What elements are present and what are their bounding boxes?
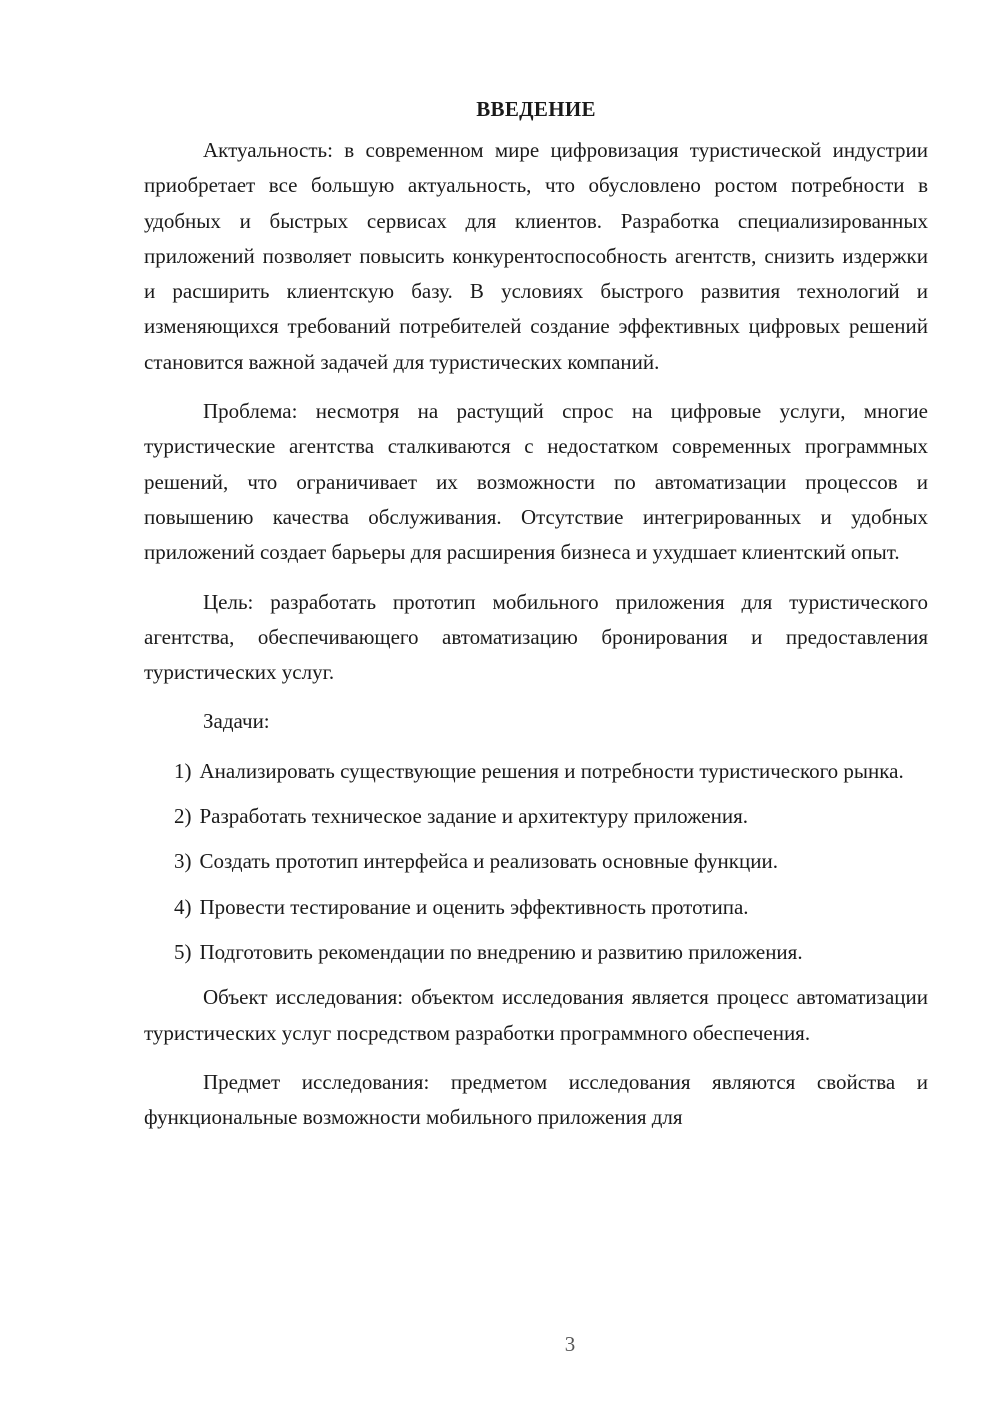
list-item-text: Подготовить рекомендации по внедрению и развитию приложения. bbox=[199, 939, 803, 964]
paragraph-problem: Проблема: несмотря на растущий спрос на цифровые услуги, многие туристические агентства сталкиваются с недостатком современных программных решений, что ограничивает их возможности по автоматизации процессов и повышению качества обслуживания. Отсутствие интегрированных и удобных приложений создает барьеры для расширения бизнеса и ухудшает клиентский опыт. bbox=[144, 399, 928, 565]
list-item-text: Провести тестирование и оценить эффективность прототипа. bbox=[199, 894, 749, 919]
task-list bbox=[144, 754, 928, 970]
section-heading: ВВЕДЕНИЕ bbox=[476, 97, 596, 121]
paragraph-tasks-label: Задачи: bbox=[203, 709, 270, 734]
paragraph-object: Объект исследования: объектом исследования является процесс автоматизации туристических услуг посредством разработки программного обеспечения. bbox=[144, 985, 928, 1045]
list-item-text: Создать прототип интерфейса и реализовать основные функции. bbox=[199, 849, 778, 874]
list-item-text: Анализировать существующие решения и потребности туристического рынка. bbox=[199, 758, 904, 783]
list-item-text: Разработать техническое задание и архитектуру приложения. bbox=[199, 804, 749, 829]
paragraph-subject: Предмет исследования: предметом исследования являются свойства и функциональные возможности мобильного приложения для bbox=[144, 1069, 928, 1130]
list-item-number: 2) bbox=[174, 804, 192, 829]
document-body bbox=[144, 92, 928, 1135]
list-item-number: 1) bbox=[174, 758, 192, 783]
list-item-number: 3) bbox=[174, 849, 192, 874]
list-item bbox=[144, 754, 928, 789]
list-item bbox=[144, 935, 928, 970]
page-number: 3 bbox=[564, 1332, 576, 1356]
paragraph-relevance: Актуальность: в современном мире цифровизация туристической индустрии приобретает все большую актуальность, что обусловлено ростом потребности в удобных и быстрых сервисах для клиентов. Разработка специализированных приложений позволяет повысить конкурентоспособность агентств, снизить издержки и расширить клиентскую базу. В условиях быстрого развития технологий и изменяющихся требований потребителей создание эффективных цифровых решений становится важной задачей для туристических компаний. bbox=[144, 138, 928, 374]
list-item bbox=[144, 844, 928, 879]
list-item bbox=[144, 799, 928, 834]
paragraph-goal: Цель: разработать прототип мобильного приложения для туристического агентства, обеспечивающего автоматизацию бронирования и предоставления туристических услуг. bbox=[144, 589, 928, 685]
list-item-number: 5) bbox=[174, 939, 192, 964]
list-item-number: 4) bbox=[174, 894, 192, 919]
list-item bbox=[144, 890, 928, 925]
